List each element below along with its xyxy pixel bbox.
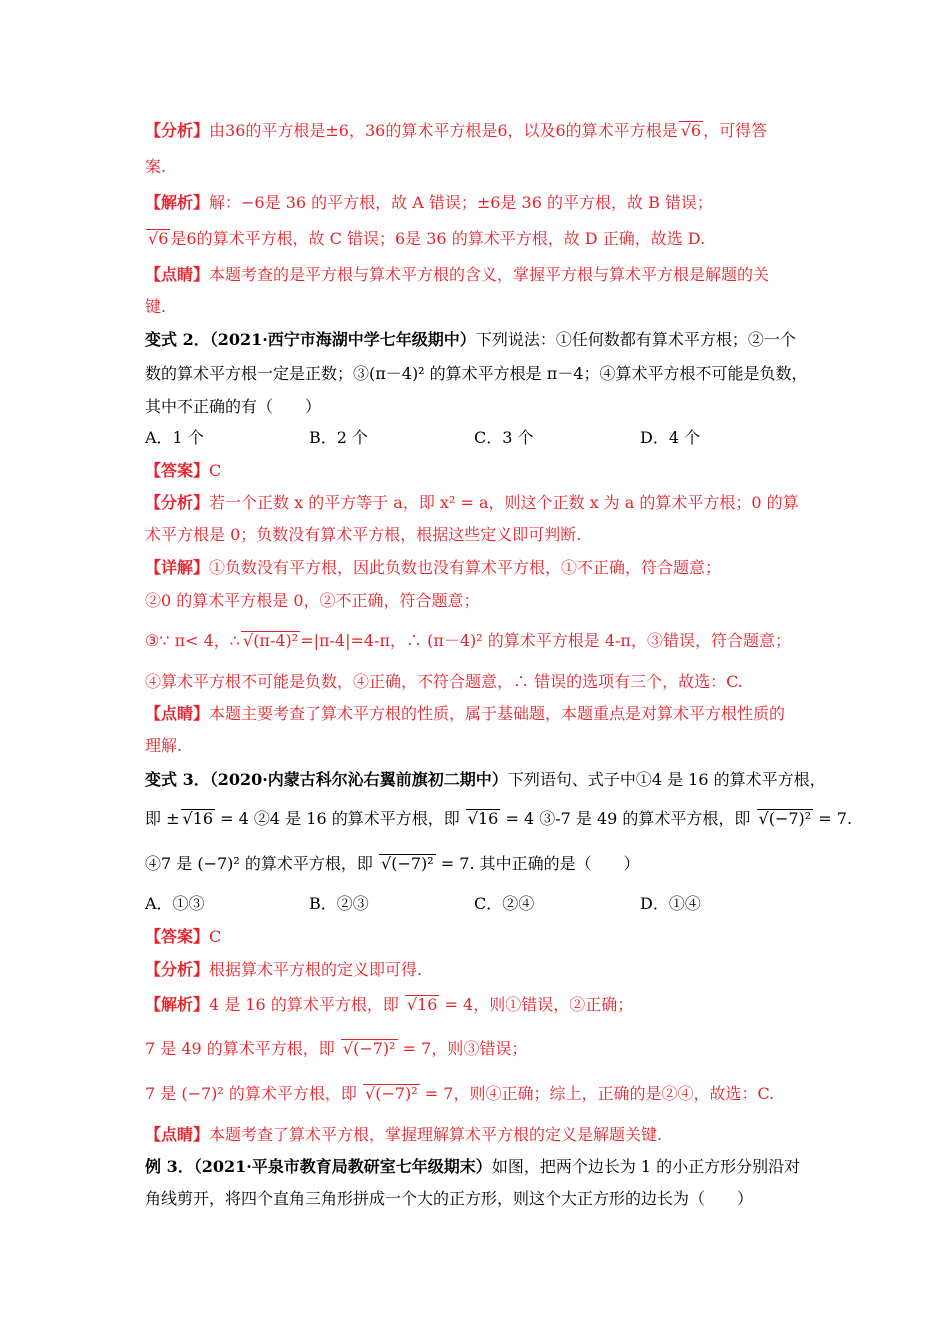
solution-text: 解：−6是 36 的平方根，故 A 错误；±6是 36 的平方根，故 B 错误； xyxy=(209,193,713,212)
variant2-detail-1: 【详解】①负数没有平方根，因此负数也没有算术平方根，①不正确，符合题意； xyxy=(145,558,722,577)
variant2-detail-3: ③∵ π< 4，∴ √(π-4)² =|π-4|=4-π，∴ (π－4)² 的算术平方根是 4-π，③错误，符合题意； xyxy=(145,631,791,650)
variant3-analysis: 【分析】根据算术平方根的定义即可得. xyxy=(145,960,423,979)
solution-line-2: √6 是6的算术平方根，故 C 错误；6是 36 的算术平方根，故 D 正确，故选 D. xyxy=(148,229,706,248)
variant3-stem-2: 即 ± √16 = 4 ②4 是 16 的算术平方根，即 √16 = 4 ③-7 是 49 的算术平方根，即 √(−7)² = 7. xyxy=(145,809,853,828)
solution-line-1 xyxy=(145,193,713,213)
variant3-title: 变式 3．（2020·内蒙古科尔沁右翼前旗初二期中） xyxy=(145,770,508,789)
example3-stem-2: 角线剪开，将四个直角三角形拼成一个大的正方形，则这个大正方形的边长为（ ） xyxy=(145,1189,754,1208)
variant3-solution-1: 【解析】4 是 16 的算术平方根，即 √16 = 4，则①错误，②正确； xyxy=(145,995,634,1014)
variant3-option-a: A．①③ xyxy=(145,894,205,913)
sqrt-expression: √(π-4)² xyxy=(242,631,299,650)
variant3-option-d: D．①④ xyxy=(640,894,701,913)
variant2-option-b: B．2 个 xyxy=(309,428,369,447)
variant3-option-b: B．②③ xyxy=(309,894,369,913)
variant2-stem-2: 数的算术平方根一定是正数；③(π－4)² 的算术平方根是 π－4；④算术平方根不可能是负数， xyxy=(145,364,808,383)
variant3-solution-2: 7 是 49 的算术平方根，即 √(−7)² = 7，则③错误； xyxy=(145,1039,528,1058)
variant2-analysis-1: 【分析】若一个正数 x 的平方等于 a，即 x² = a，则这个正数 x 为 a 的算术平方根；0 的算 xyxy=(145,493,799,512)
comment-line-2: 键. xyxy=(145,297,167,316)
variant2-option-c: C．3 个 xyxy=(474,428,534,447)
variant2-detail-4: ④算术平方根不可能是负数，④正确，不符合题意，∴ 错误的选项有三个，故选：C. xyxy=(145,672,743,691)
variant3-solution-3: 7 是 (−7)² 的算术平方根，即 √(−7)² = 7，则④正确；综上，正确的是②④，故选：C. xyxy=(145,1084,775,1103)
variant2-stem-1: 变式 2．（2021·西宁市海湖中学七年级期中）下列说法：①任何数都有算术平方根；②一个 xyxy=(145,330,796,349)
example3-title: 例 3．（2021·平泉市教育局教研室七年级期末） xyxy=(145,1157,492,1176)
variant2-comment-2: 理解. xyxy=(145,736,183,755)
variant2-title: 变式 2．（2021·西宁市海湖中学七年级期中） xyxy=(145,330,476,349)
variant2-option-d: D．4 个 xyxy=(640,428,701,447)
comment-line-1: 【点睛】本题考查的是平方根与算术平方根的含义，掌握平方根与算术平方根是解题的关 xyxy=(145,265,770,284)
variant3-comment: 【点睛】本题考查了算术平方根，掌握理解算术平方根的定义是解题关键. xyxy=(145,1125,663,1144)
variant2-answer: 【答案】C xyxy=(145,461,222,480)
variant3-answer: 【答案】C xyxy=(145,927,222,946)
analysis-text: 由36的平方根是±6，36的算术平方根是6，以及6的算术平方根是 xyxy=(209,121,678,140)
variant2-analysis-2: 术平方根是 0；负数没有算术平方根，根据这些定义即可判断. xyxy=(145,525,582,544)
variant2-detail-2: ②0 的算术平方根是 0，②不正确，符合题意； xyxy=(145,591,480,610)
variant3-option-c: C．②④ xyxy=(474,894,535,913)
comment-tag: 【点睛】 xyxy=(145,265,210,284)
variant2-option-a: A．1 个 xyxy=(145,428,204,447)
solution-tag: 【解析】 xyxy=(145,193,210,212)
variant2-comment-1: 【点睛】本题主要考查了算术平方根的性质，属于基础题，本题重点是对算术平方根性质的 xyxy=(145,704,786,723)
analysis-line-1: 【分析】由36的平方根是±6，36的算术平方根是6，以及6的算术平方根是 √6 ，可得答 xyxy=(145,121,768,140)
sqrt-expression: √6 xyxy=(148,229,169,248)
variant3-stem-3: ④7 是 (−7)² 的算术平方根，即 √(−7)² = 7. 其中正确的是（ ） xyxy=(145,854,640,873)
variant2-stem-3: 其中不正确的有（ ） xyxy=(145,397,322,416)
analysis-tag: 【分析】 xyxy=(145,121,210,140)
example3-stem-1: 例 3．（2021·平泉市教育局教研室七年级期末）如图，把两个边长为 1 的小正方形分别沿对 xyxy=(145,1157,801,1176)
variant3-stem-1: 变式 3．（2020·内蒙古科尔沁右翼前旗初二期中）下列语句、式子中①4 是 16 的算术平方根， xyxy=(145,770,826,789)
sqrt-expression: √6 xyxy=(680,121,702,140)
analysis-line-2: 案. xyxy=(145,157,167,176)
